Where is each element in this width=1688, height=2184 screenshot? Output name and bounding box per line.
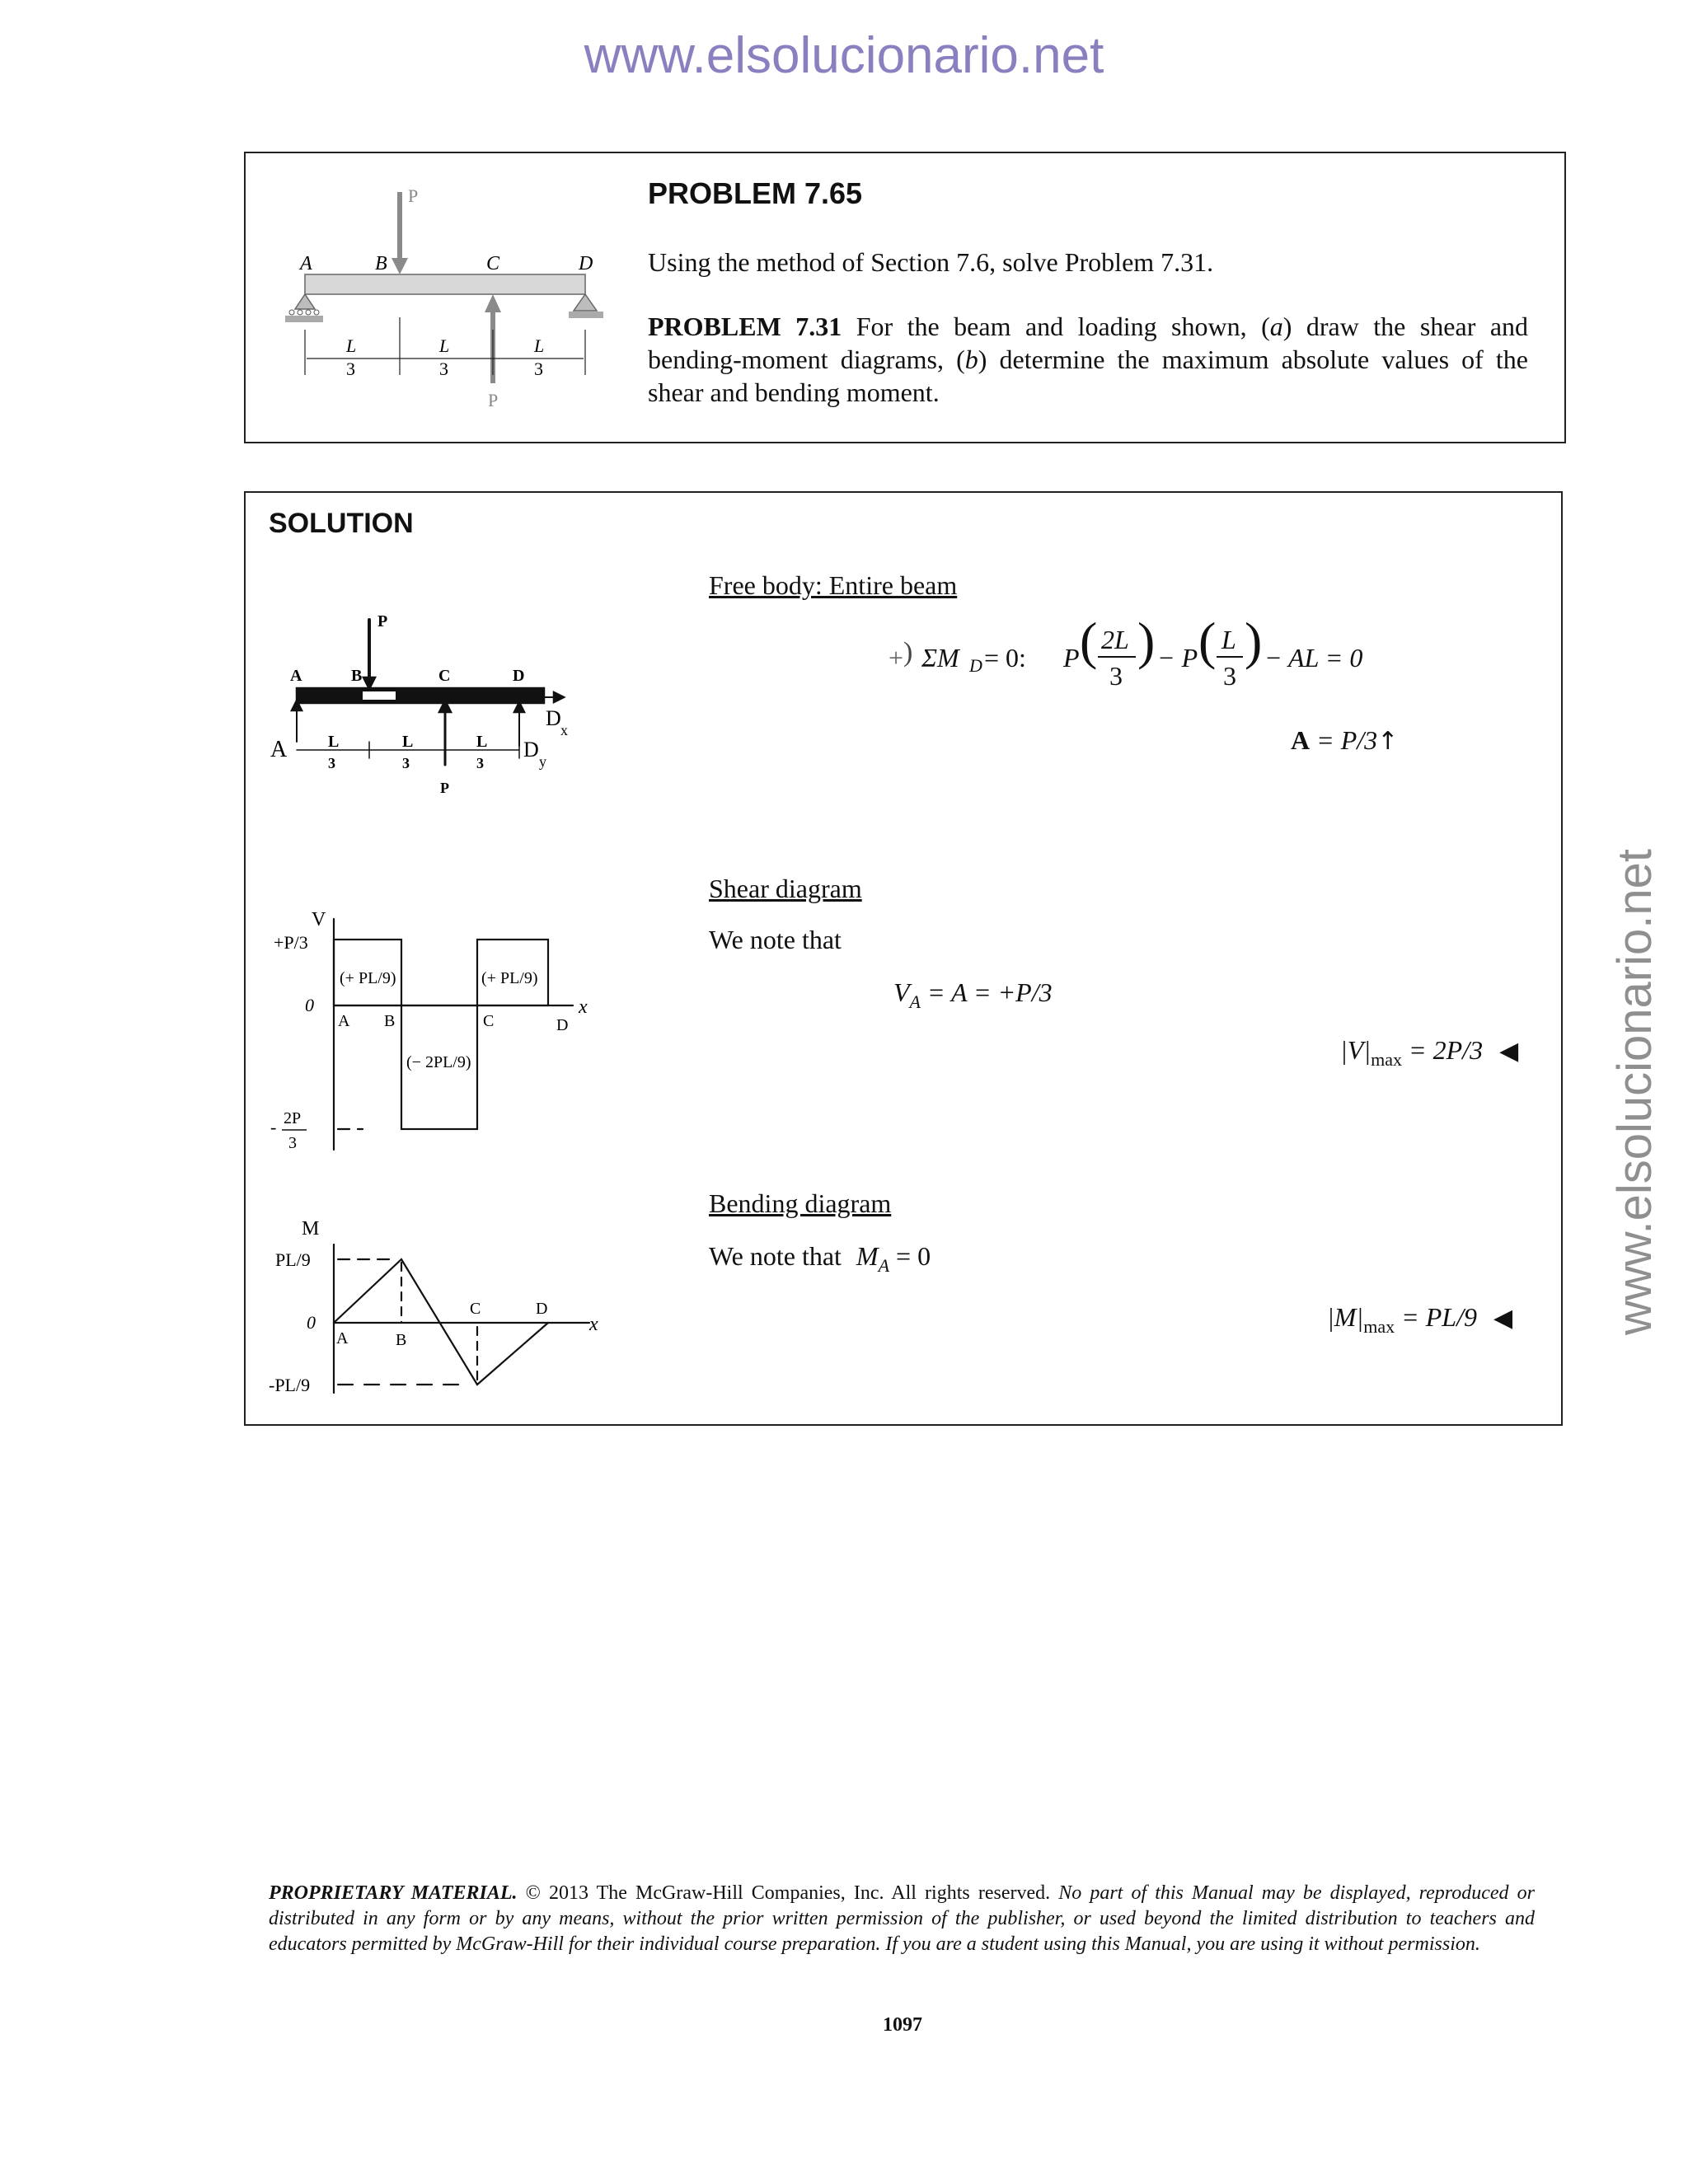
roller-4 [314, 310, 319, 315]
svg-text:-PL/9: -PL/9 [269, 1375, 311, 1395]
problem-instruction: Using the method of Section 7.6, solve Problem 7.31. [648, 247, 1214, 277]
svg-text:C: C [438, 667, 451, 685]
shear-diagram-sketch [264, 902, 610, 1166]
beam [305, 274, 585, 294]
shear-note: We note that [709, 925, 842, 954]
problem-ref-label: PROBLEM 7.31 [648, 312, 842, 341]
svg-text:B: B [396, 1331, 407, 1349]
reaction-result: A = P/3↑ [1291, 725, 1399, 756]
left-ground [285, 316, 323, 322]
svg-text:x: x [560, 722, 568, 738]
svg-text:+P/3: +P/3 [274, 932, 308, 953]
left-support [295, 294, 315, 309]
page-number: 1097 [883, 2014, 922, 2036]
up-arrow-icon: ↑ [1377, 727, 1399, 756]
svg-text:L: L [402, 733, 414, 751]
moment-diagram-sketch [264, 1212, 610, 1409]
svg-text:3: 3 [476, 755, 484, 771]
svg-text:B: B [384, 1012, 396, 1030]
answer-marker-icon: ◀ [1493, 1304, 1513, 1333]
bending-note: We note that $M_A = 0$ [709, 1241, 931, 1276]
problem-heading: PROBLEM 7.65 [648, 176, 863, 210]
span-2-den: 3 [439, 359, 448, 379]
svg-text:x: x [589, 1314, 598, 1335]
fbd-sketch [264, 610, 602, 808]
svg-text:D: D [513, 667, 525, 685]
svg-text:C: C [470, 1300, 481, 1318]
roller-3 [306, 310, 311, 315]
svg-text:P: P [377, 612, 388, 630]
watermark-top: www.elsolucionario.net [584, 27, 1104, 84]
svg-text:D: D [556, 1016, 569, 1034]
svg-text:x: x [579, 996, 588, 1018]
svg-text:y: y [539, 753, 546, 770]
point-d: D [579, 253, 593, 274]
svg-text:L: L [328, 733, 340, 751]
point-b: B [375, 253, 387, 274]
span-3-num: L [534, 335, 545, 356]
svg-text:D: D [523, 738, 539, 762]
svg-text:(− 2PL/9): (− 2PL/9) [406, 1053, 471, 1071]
right-ground [569, 312, 603, 318]
watermark-side: www.elsolucionario.net [1608, 849, 1662, 1335]
load-arrowhead-b [392, 258, 408, 274]
fbd-beam [297, 688, 544, 703]
svg-text:V: V [312, 909, 326, 930]
svg-text:D: D [536, 1300, 548, 1318]
svg-text:A: A [290, 667, 302, 685]
free-body-title: Free body: Entire beam [709, 570, 958, 600]
svg-text:D: D [546, 706, 561, 730]
svg-text:3: 3 [328, 755, 335, 771]
svg-text:3: 3 [288, 1134, 297, 1152]
svg-text:PL/9: PL/9 [275, 1249, 311, 1270]
shear-max-result: $|V|_{max} = 2P/3$ ◀ [1340, 1035, 1519, 1070]
solution-heading: SOLUTION [269, 508, 414, 539]
problem-beam-figure [272, 177, 618, 424]
svg-text:M: M [302, 1218, 320, 1240]
bending-title: Bending diagram [709, 1188, 892, 1218]
svg-text:0: 0 [305, 995, 314, 1015]
load-arrowhead-c [485, 294, 501, 312]
svg-text:L: L [476, 733, 488, 751]
roller-2 [298, 310, 302, 315]
svg-text:2P: 2P [284, 1109, 302, 1127]
svg-text:C: C [483, 1012, 495, 1030]
problem-reference: PROBLEM 7.31 For the beam and loading shown, (a) draw the shear and bending-moment diagrams, (b) determine the maximum absolute values of the shear and bending moment. [648, 312, 1529, 407]
bending-max-result: $|M|_{max} = PL/9$ ◀ [1327, 1302, 1513, 1337]
svg-text:(+ PL/9): (+ PL/9) [340, 969, 396, 987]
point-a: A [300, 253, 312, 274]
svg-text:A: A [338, 1012, 350, 1030]
shear-title: Shear diagram [709, 874, 862, 903]
svg-text:-: - [270, 1117, 277, 1137]
load-label-top: P [408, 185, 419, 206]
answer-marker-icon: ◀ [1499, 1037, 1519, 1066]
shear-equation: $V_A = A = +P/3$ [893, 977, 1053, 1012]
moment-equation: + ) ΣM D = 0: P ( 2L 3 ) − P ( L 3 ) − AL = 0 [889, 612, 1363, 691]
span-1-den: 3 [346, 359, 355, 379]
span-2-num: L [439, 335, 450, 356]
span-1-num: L [346, 335, 357, 356]
svg-text:(+ PL/9): (+ PL/9) [481, 969, 538, 987]
right-support [574, 294, 597, 311]
svg-text:A: A [270, 737, 288, 762]
svg-text:P: P [440, 780, 449, 796]
span-3-den: 3 [534, 359, 543, 379]
svg-text:B: B [351, 667, 363, 685]
footer-copyright: PROPRIETARY MATERIAL. © 2013 The McGraw-Hill Companies, Inc. All rights reserved. No part of this Manual may be displayed, reproduced or distributed in any form or by any means, without the prior written permission of the publisher, or used beyond the limited distribution to teachers and educators permitted by McGraw-Hill for their individual course preparation. If you are a student using this Manual, you are using it without permission. [269, 1882, 1535, 1955]
roller-1 [289, 310, 294, 315]
rotation-arrow: ) [903, 637, 913, 668]
svg-text:A: A [336, 1329, 349, 1347]
svg-text:0: 0 [307, 1312, 316, 1333]
point-c: C [486, 253, 500, 274]
svg-text:3: 3 [402, 755, 410, 771]
load-label-bottom: P [488, 390, 499, 410]
